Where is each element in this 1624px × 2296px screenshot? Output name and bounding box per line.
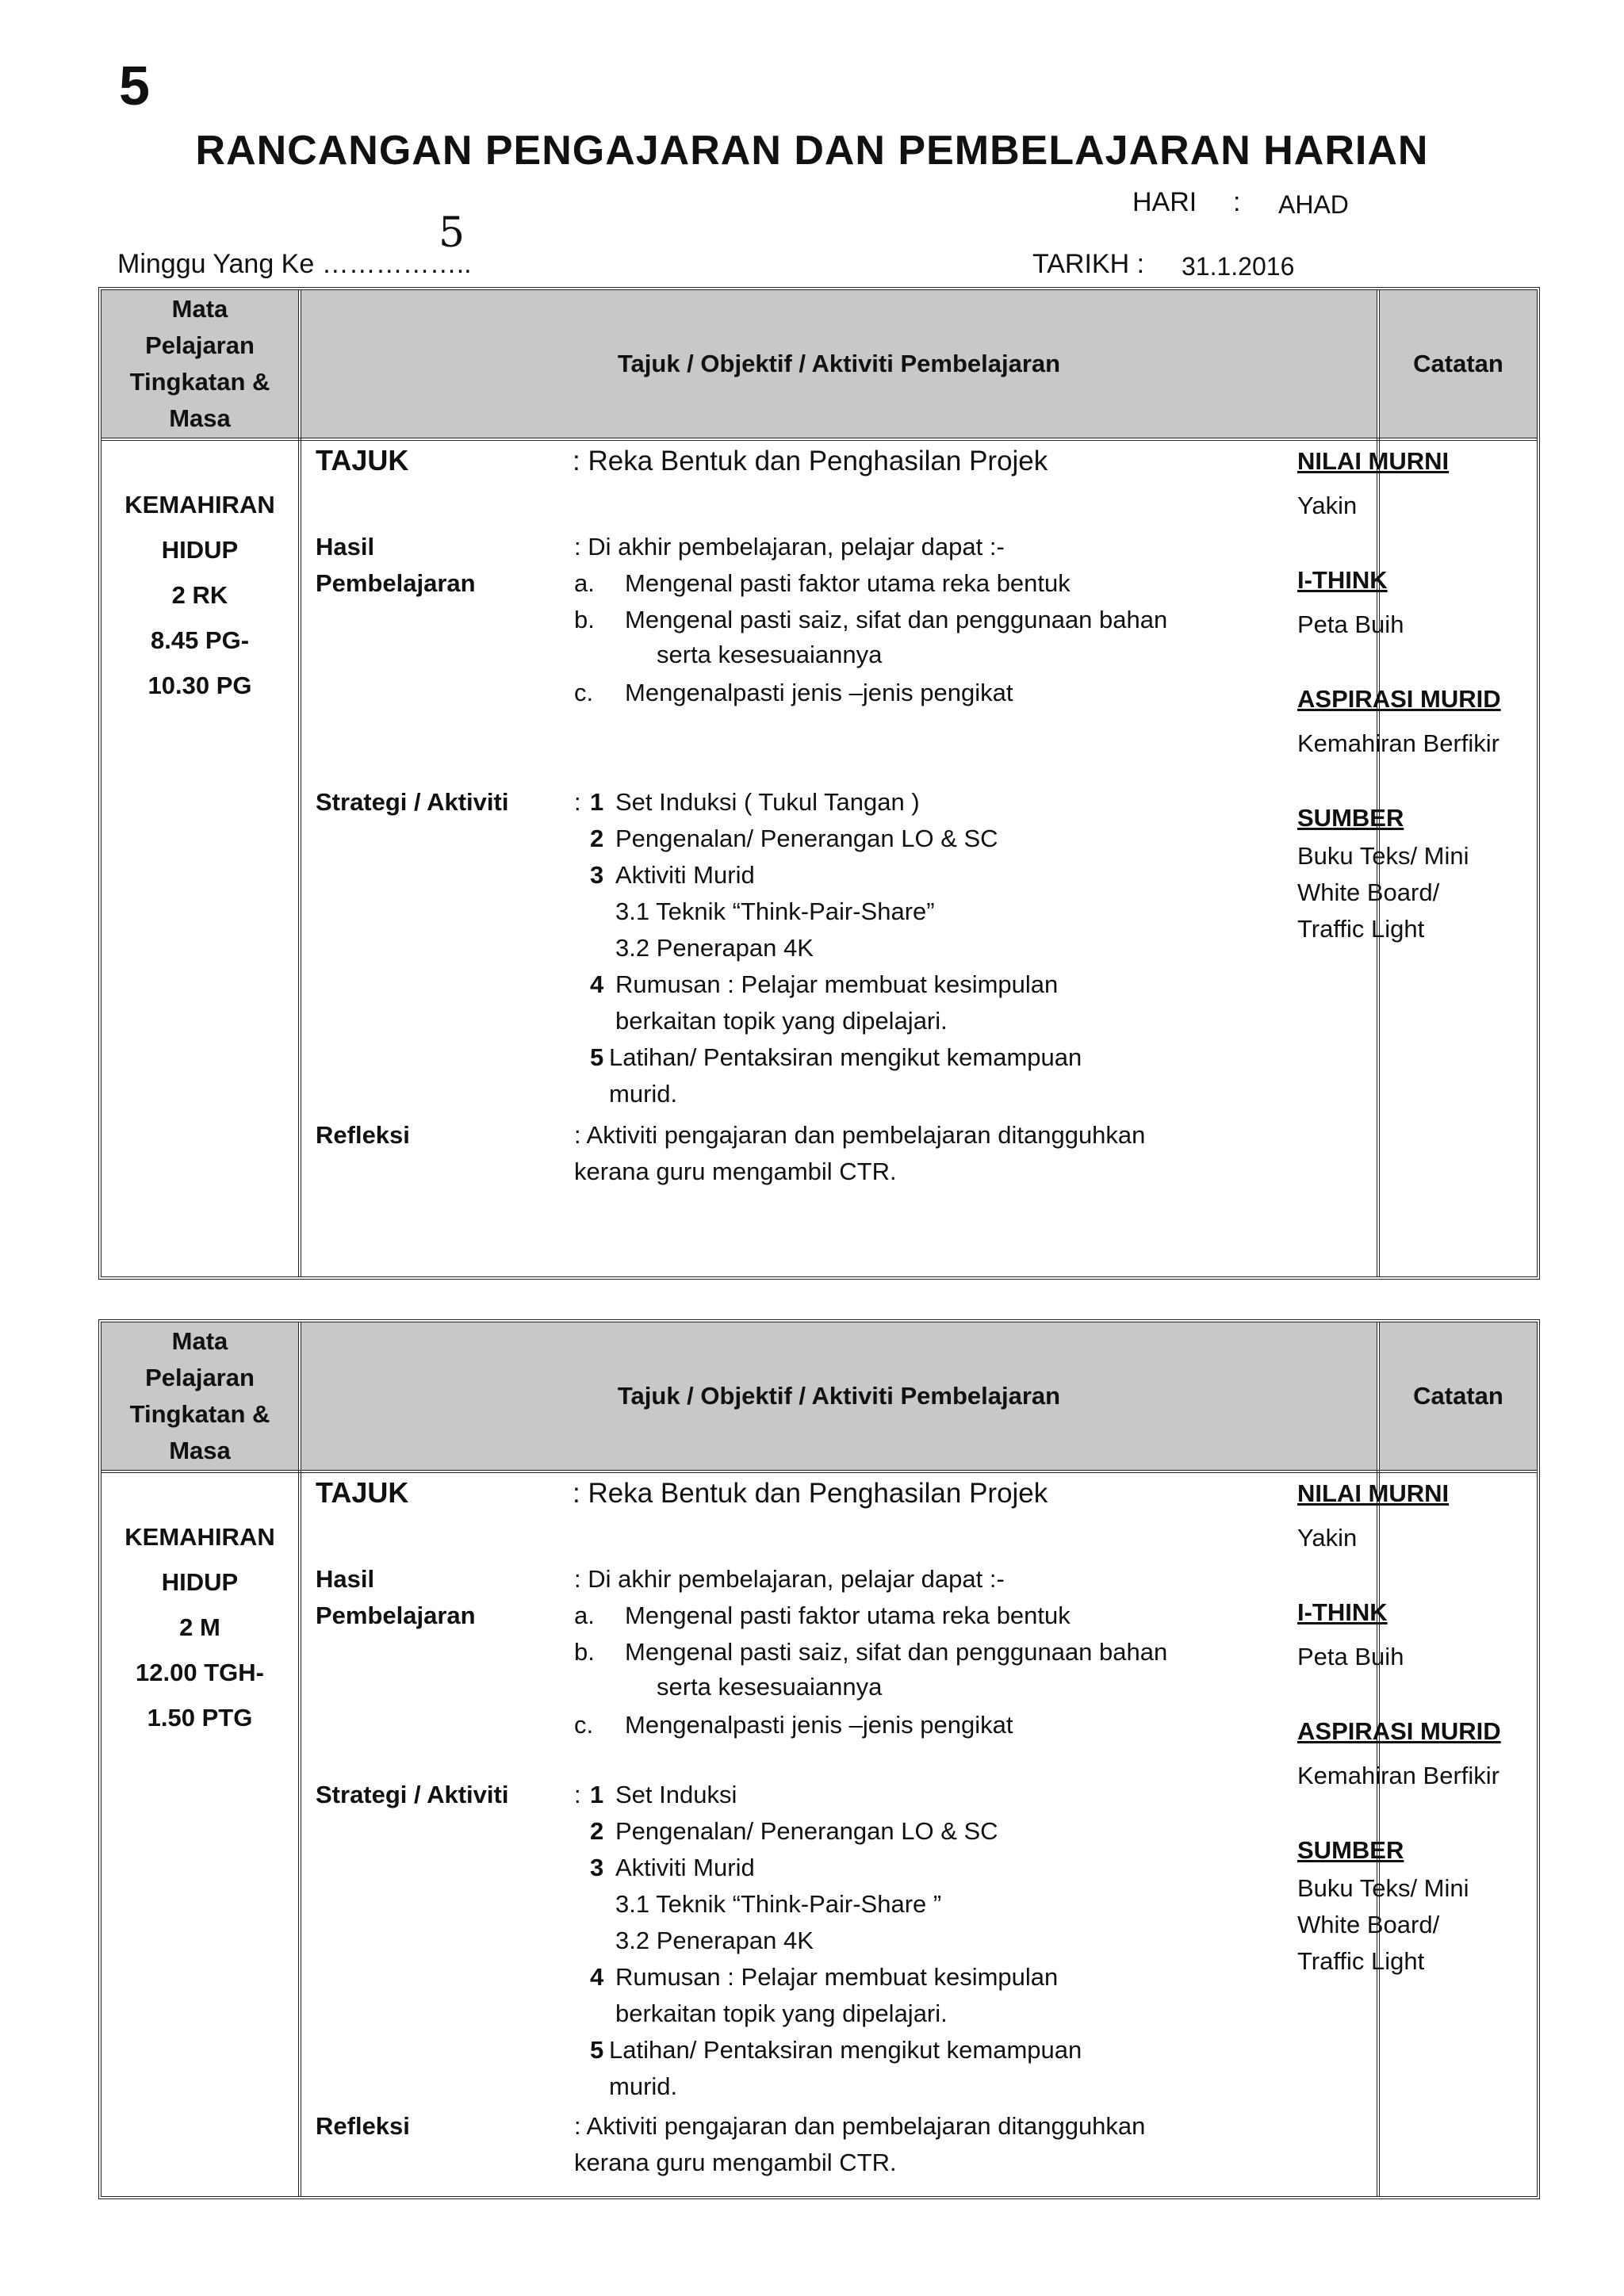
strategi-label: Strategi / Aktiviti <box>316 1781 509 1808</box>
step-text: berkaitan topik yang dipelajari. <box>615 1007 948 1035</box>
header-notes-cell: Catatan <box>1380 290 1537 438</box>
hasil-item: Mengenal pasti saiz, sifat dan penggunaan bahan <box>625 1638 1168 1666</box>
step-number: 1 <box>590 788 604 816</box>
step-text: murid. <box>609 2072 678 2100</box>
header-topic-cell: Tajuk / Objektif / Aktiviti Pembelajaran <box>301 1322 1377 1470</box>
nilai-value: Yakin <box>1297 1524 1358 1552</box>
header-divider <box>102 438 1537 441</box>
hari-value: AHAD <box>1278 190 1349 219</box>
refleksi-text: kerana guru mengambil CTR. <box>574 1158 897 1185</box>
hasil-marker: c. <box>574 679 594 706</box>
hasil-intro: : Di akhir pembelajaran, pelajar dapat :- <box>574 533 1005 561</box>
step-text: Latihan/ Pentaksiran mengikut kemampuan <box>609 2036 1082 2064</box>
header-subject-cell <box>102 1322 298 1470</box>
substep-text: 3.1 Teknik “Think-Pair-Share ” <box>615 1890 942 1918</box>
subject-line: KEMAHIRAN <box>124 491 275 519</box>
sumber-value: White Board/ <box>1297 1911 1440 1938</box>
tajuk-value: : Reka Bentuk dan Penghasilan Projek <box>573 1478 1048 1509</box>
step-number: 5 <box>590 2036 604 2064</box>
subject-line: 2 RK <box>171 581 228 609</box>
aspirasi-heading: ASPIRASI MURID <box>1297 685 1501 713</box>
step-text: berkaitan topik yang dipelajari. <box>615 1999 948 2027</box>
step-text: Aktiviti Murid <box>615 861 755 889</box>
aspirasi-heading: ASPIRASI MURID <box>1297 1717 1501 1745</box>
subject-line: 8.45 PG- <box>150 626 250 654</box>
subject-line: 12.00 TGH- <box>136 1659 264 1686</box>
strategi-label: Strategi / Aktiviti <box>316 788 509 816</box>
step-text: Latihan/ Pentaksiran mengikut kemampuan <box>609 1043 1082 1071</box>
hasil-item: Mengenalpasti jenis –jenis pengikat <box>625 1711 1013 1739</box>
header-subject-line: Masa <box>169 1437 231 1464</box>
refleksi-label: Refleksi <box>316 2112 410 2140</box>
plan-body <box>102 442 1537 1276</box>
step-text: Pengenalan/ Penerangan LO & SC <box>615 1817 998 1845</box>
subject-line: HIDUP <box>161 1568 239 1596</box>
hari-colon: : <box>1233 187 1241 217</box>
nilai-value: Yakin <box>1297 492 1358 519</box>
hasil-item: Mengenal pasti faktor utama reka bentuk <box>625 569 1071 597</box>
step-text: Pengenalan/ Penerangan LO & SC <box>615 825 998 852</box>
step-number: 5 <box>590 1043 604 1071</box>
subject-line: 10.30 PG <box>147 672 252 699</box>
hari-label: HARI <box>1132 187 1197 217</box>
header-subject-line: Tingkatan & <box>129 1400 270 1428</box>
sumber-value: Traffic Light <box>1297 1947 1425 1975</box>
hasil-label: Pembelajaran <box>316 569 476 597</box>
step-number: 2 <box>590 825 604 852</box>
hasil-item: serta kesesuaiannya <box>657 641 883 668</box>
lesson-plan-table-1 <box>98 287 1540 1280</box>
hasil-item: Mengenalpasti jenis –jenis pengikat <box>625 679 1013 706</box>
refleksi-text: : Aktiviti pengajaran dan pembelajaran ditangguhkan <box>574 2112 1146 2140</box>
step-text: Rumusan : Pelajar membuat kesimpulan <box>615 1963 1059 1991</box>
ithink-heading: I-THINK <box>1297 566 1388 594</box>
hasil-item: serta kesesuaiannya <box>657 1673 883 1701</box>
step-number: 1 <box>590 1781 604 1808</box>
header-topic-cell: Tajuk / Objektif / Aktiviti Pembelajaran <box>301 290 1377 438</box>
subject-line: HIDUP <box>161 536 239 564</box>
substep-text: 3.2 Penerapan 4K <box>615 1927 814 1954</box>
minggu-value: 5 <box>439 209 465 257</box>
substep-text: 3.1 Teknik “Think-Pair-Share” <box>615 897 935 925</box>
hasil-label: Hasil <box>316 533 375 561</box>
hasil-marker: b. <box>574 606 595 633</box>
ithink-heading: I-THINK <box>1297 1598 1388 1626</box>
ithink-value: Peta Buih <box>1297 1643 1404 1670</box>
step-text: Aktiviti Murid <box>615 1854 755 1881</box>
document-title: RANCANGAN PENGAJARAN DAN PEMBELAJARAN HARIAN <box>195 128 1429 174</box>
sumber-value: White Board/ <box>1297 878 1440 906</box>
tarikh-label: TARIKH : <box>1032 249 1145 279</box>
hasil-label: Pembelajaran <box>316 1601 476 1629</box>
subject-line: 1.50 PTG <box>147 1704 253 1732</box>
hasil-item: Mengenal pasti saiz, sifat dan penggunaan bahan <box>625 606 1168 633</box>
sumber-heading: SUMBER <box>1297 804 1404 832</box>
header-subject-cell <box>102 290 298 438</box>
step-number: 4 <box>590 970 604 998</box>
ithink-value: Peta Buih <box>1297 610 1404 638</box>
nilai-heading: NILAI MURNI <box>1297 447 1450 475</box>
strategi-prefix: : <box>574 1781 581 1808</box>
page-number: 5 <box>119 55 150 117</box>
hasil-intro: : Di akhir pembelajaran, pelajar dapat :- <box>574 1565 1005 1593</box>
step-number: 4 <box>590 1963 604 1991</box>
header-divider <box>102 1470 1537 1473</box>
header-subject-line: Tingkatan & <box>129 368 270 396</box>
step-text: Rumusan : Pelajar membuat kesimpulan <box>615 970 1059 998</box>
refleksi-text: kerana guru mengambil CTR. <box>574 2149 897 2176</box>
hasil-marker: a. <box>574 569 595 597</box>
hasil-marker: b. <box>574 1638 595 1666</box>
subject-info <box>102 1514 298 1740</box>
step-text: Set Induksi ( Tukul Tangan ) <box>615 788 920 816</box>
substep-text: 3.2 Penerapan 4K <box>615 934 814 962</box>
hasil-label: Hasil <box>316 1565 375 1593</box>
step-number: 2 <box>590 1817 604 1845</box>
tarikh-value: 31.1.2016 <box>1182 252 1295 281</box>
subject-line: 2 M <box>179 1613 220 1641</box>
refleksi-text: : Aktiviti pengajaran dan pembelajaran ditangguhkan <box>574 1121 1146 1149</box>
step-number: 3 <box>590 861 604 889</box>
sumber-heading: SUMBER <box>1297 1836 1404 1864</box>
header-subject-line: Pelajaran <box>145 331 255 359</box>
strategi-prefix: : <box>574 788 581 816</box>
tajuk-value: : Reka Bentuk dan Penghasilan Projek <box>573 446 1048 476</box>
aspirasi-value: Kemahiran Berfikir <box>1297 729 1500 757</box>
header-notes-cell: Catatan <box>1380 1322 1537 1470</box>
step-number: 3 <box>590 1854 604 1881</box>
sumber-value: Buku Teks/ Mini <box>1297 842 1469 870</box>
aspirasi-value: Kemahiran Berfikir <box>1297 1762 1500 1789</box>
header-subject-line: Pelajaran <box>145 1364 255 1391</box>
step-text: Set Induksi <box>615 1781 737 1808</box>
header-subject-line: Mata <box>171 1327 228 1355</box>
sumber-value: Traffic Light <box>1297 915 1425 943</box>
tajuk-label: TAJUK <box>316 444 409 476</box>
header-subject-line: Masa <box>169 404 231 432</box>
sumber-value: Buku Teks/ Mini <box>1297 1874 1469 1902</box>
step-text: murid. <box>609 1080 678 1108</box>
subject-info <box>102 482 298 708</box>
minggu-label: Minggu Yang Ke …………….. <box>117 249 472 279</box>
header-subject-line: Mata <box>171 295 228 323</box>
refleksi-label: Refleksi <box>316 1121 410 1149</box>
hasil-item: Mengenal pasti faktor utama reka bentuk <box>625 1601 1071 1629</box>
hasil-marker: c. <box>574 1711 594 1739</box>
tajuk-label: TAJUK <box>316 1476 409 1509</box>
nilai-heading: NILAI MURNI <box>1297 1479 1450 1507</box>
plan-body <box>102 1475 1537 2196</box>
hasil-marker: a. <box>574 1601 595 1629</box>
subject-line: KEMAHIRAN <box>124 1523 275 1551</box>
lesson-plan-table-2 <box>98 1319 1540 2199</box>
